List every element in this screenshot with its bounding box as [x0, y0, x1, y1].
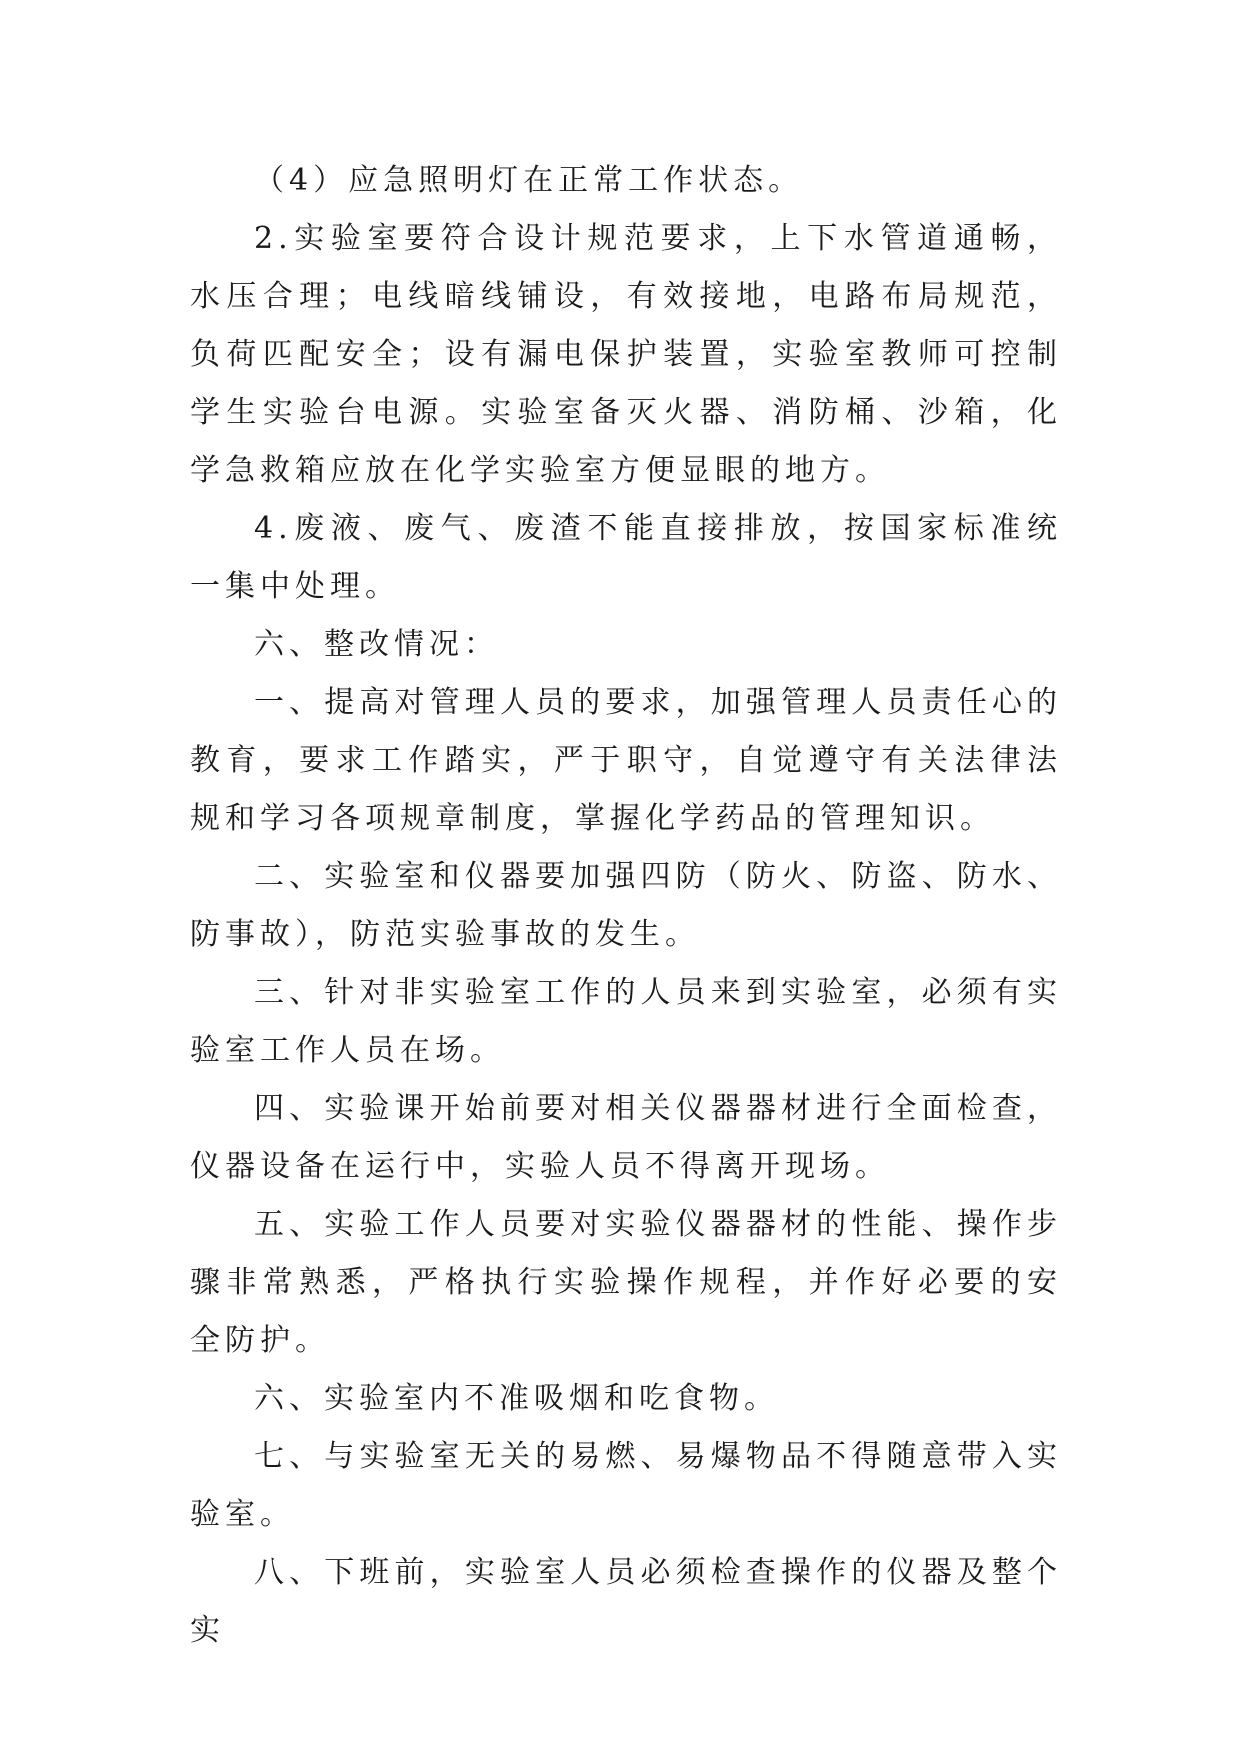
paragraph-item-two: 二、实验室和仪器要加强四防（防火、防盗、防水、防事故），防范实验事故的发生。 — [190, 859, 1062, 952]
paragraph-waste-disposal: 4.废液、废气、废渣不能直接排放，按国家标准统一集中处理。 — [190, 511, 1062, 604]
paragraph-item-three: 三、针对非实验室工作的人员来到实验室，必须有实验室工作人员在场。 — [190, 975, 1062, 1068]
section-heading-rectification: 六、整改情况： — [254, 627, 499, 662]
paragraph-item-four: 四、实验课开始前要对相关仪器器材进行全面检查，仪器设备在运行中，实验人员不得离开现场。 — [190, 1091, 1062, 1184]
paragraph-item-one: 一、提高对管理人员的要求，加强管理人员责任心的教育，要求工作踏实，严于职守，自觉遵守有关法律法规和学习各项规章制度，掌握化学药品的管理知识。 — [190, 685, 1062, 836]
paragraph-item-six: 六、实验室内不准吸烟和吃食物。 — [254, 1381, 779, 1416]
paragraph-emergency-lighting: （4）应急照明灯在正常工作状态。 — [254, 163, 804, 198]
paragraph-lab-design-requirements: 2.实验室要符合设计规范要求，上下水管道通畅，水压合理；电线暗线铺设，有效接地，电路布局规范，负荷匹配安全；设有漏电保护装置，实验室教师可控制学生实验台电源。实验室备灭火器、消防桶、沙箱，化学急救箱应放在化学实验室方便显眼的地方。 — [190, 221, 1062, 488]
paragraph-item-five: 五、实验工作人员要对实验仪器器材的性能、操作步骤非常熟悉，严格执行实验操作规程，并作好必要的安全防护。 — [190, 1207, 1062, 1358]
paragraph-item-eight: 八、下班前，实验室人员必须检查操作的仪器及整个实 — [190, 1555, 1062, 1648]
document-body — [190, 152, 1062, 1660]
paragraph-item-seven: 七、与实验室无关的易燃、易爆物品不得随意带入实验室。 — [190, 1439, 1062, 1532]
